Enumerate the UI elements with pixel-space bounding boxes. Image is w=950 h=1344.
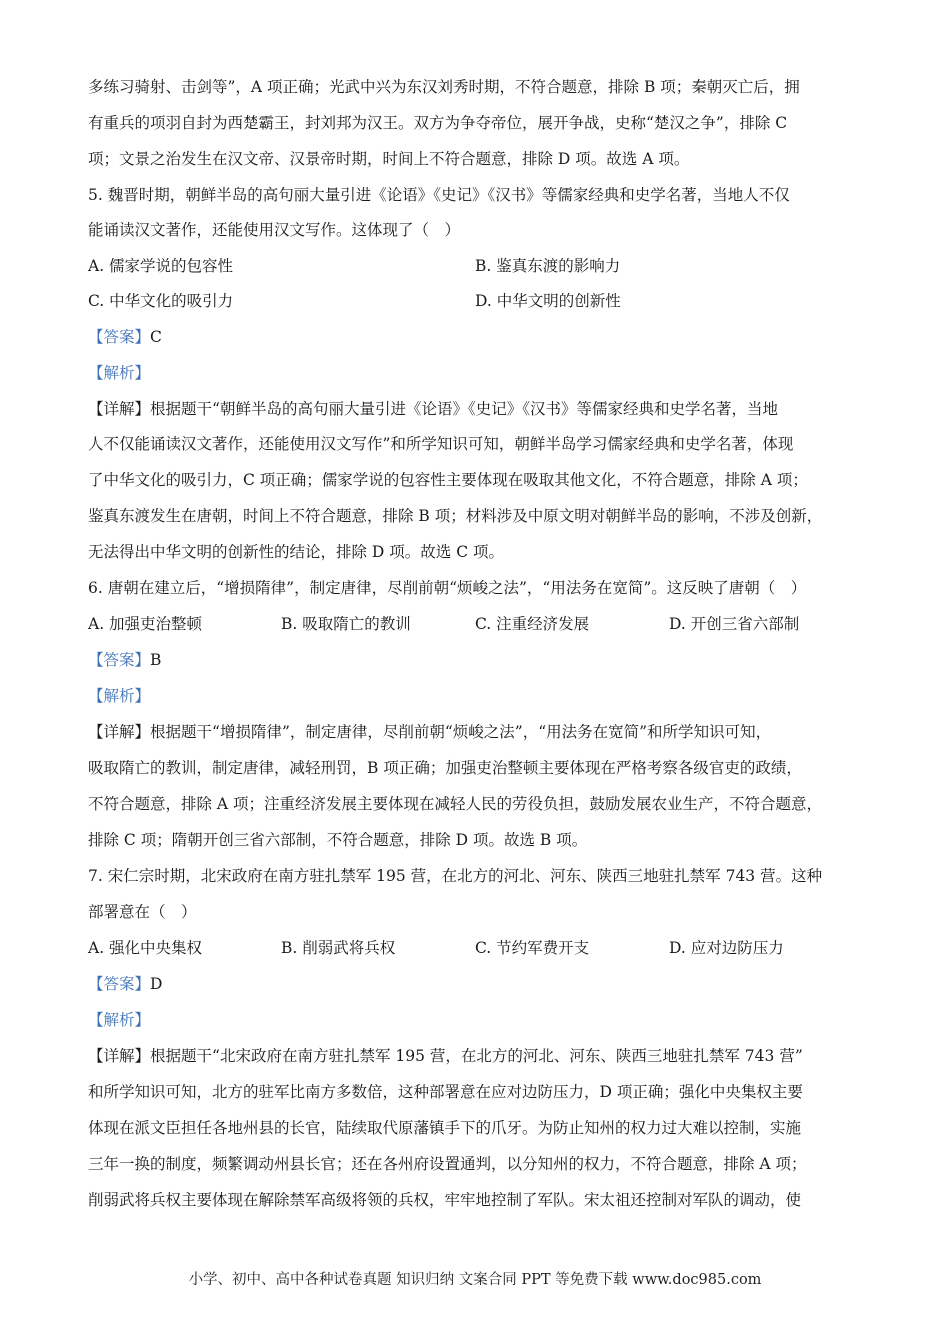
q6-detail-line-3: 不符合题意，排除 A 项；注重经济发展主要体现在减轻人民的劳役负担，鼓励发展农业生产，不符合题意，	[88, 795, 823, 813]
q5-detail-line-2: 人不仅能诵读汉文著作，还能使用汉文写作”和所学知识可知，朝鲜半岛学习儒家经典和史学名著，体现	[88, 435, 794, 453]
q7-answer	[88, 973, 162, 995]
q7-detail-line-1	[88, 1045, 803, 1067]
prev-tail-line-3: 项；文景之治发生在汉文帝、汉景帝时期，时间上不符合题意，排除 D 项。故选 A 项。	[88, 150, 690, 168]
q5-option-d: D. 中华文明的创新性	[475, 292, 621, 310]
answer-value: B	[150, 651, 162, 669]
detail-text: 根据题干“北宋政府在南方驻扎禁军 195 营，在北方的河北、河东、陕西三地驻扎禁军 743 营”	[150, 1047, 803, 1065]
analysis-label: 【解析】	[88, 364, 151, 382]
q7-analysis-label	[88, 1009, 150, 1031]
q7-option-a: A. 强化中央集权	[88, 939, 203, 957]
q5-option-c: C. 中华文化的吸引力	[88, 292, 234, 310]
prev-tail-line-2: 有重兵的项羽自封为西楚霸王，封刘邦为汉王。双方为争夺帝位，展开争战，史称“楚汉之争”，排除 C	[88, 114, 788, 132]
q5-detail-line-4: 鉴真东渡发生在唐朝，时间上不符合题意，排除 B 项；材料涉及中原文明对朝鲜半岛的影响，不涉及创新，	[88, 507, 823, 525]
q7-detail-line-4: 三年一换的制度，频繁调动州县长官；还在各州府设置通判，以分知州的权力，不符合题意，排除 A 项；	[88, 1155, 807, 1173]
answer-label: 【答案】	[88, 975, 151, 993]
q5-detail-line-5: 无法得出中华文明的创新性的结论，排除 D 项。故选 C 项。	[88, 543, 504, 561]
q7-option-c: C. 节约军费开支	[475, 939, 590, 957]
q7-option-b: B. 削弱武将兵权	[281, 939, 396, 957]
q5-option-a: A. 儒家学说的包容性	[88, 257, 234, 275]
q6-answer	[88, 649, 161, 671]
answer-label: 【答案】	[88, 651, 151, 669]
q5-detail-line-1	[88, 398, 778, 420]
detail-text: 根据题干“朝鲜半岛的高句丽大量引进《论语》《史记》《汉书》等儒家经典和史学名著，当地	[150, 400, 778, 418]
q6-stem-line-1: 6. 唐朝在建立后，“增损隋律”，制定唐律，尽削前朝“烦峻之法”，“用法务在宽简”。这反映了唐朝（ ）	[88, 579, 807, 597]
answer-value: C	[150, 328, 162, 346]
q6-analysis-label	[88, 685, 150, 707]
q5-answer	[88, 326, 162, 348]
q6-option-d: D. 开创三省六部制	[669, 615, 800, 633]
q6-option-c: C. 注重经济发展	[475, 615, 590, 633]
q5-analysis-label	[88, 362, 150, 384]
analysis-label: 【解析】	[88, 1011, 151, 1029]
q7-stem-line-1: 7. 宋仁宗时期，北宋政府在南方驻扎禁军 195 营，在北方的河北、河东、陕西三地驻扎禁军 743 营。这种	[88, 867, 823, 885]
q6-option-a: A. 加强吏治整顿	[88, 615, 203, 633]
q5-stem-line-2: 能诵读汉文著作，还能使用汉文写作。这体现了（ ）	[88, 221, 461, 239]
q7-stem-line-2: 部署意在（ ）	[88, 903, 197, 921]
q6-detail-line-4: 排除 C 项；隋朝开创三省六部制，不符合题意，排除 D 项。故选 B 项。	[88, 831, 588, 849]
prev-tail-line-1: 多练习骑射、击剑等”，A 项正确；光武中兴为东汉刘秀时期，不符合题意，排除 B 项；秦朝灭亡后，拥	[88, 78, 800, 96]
q6-option-b: B. 吸取隋亡的教训	[281, 615, 411, 633]
q7-detail-line-5: 削弱武将兵权主要体现在解除禁军高级将领的兵权，牢牢地控制了军队。宋太祖还控制对军队的调动，使	[88, 1191, 802, 1209]
q5-stem-line-1: 5. 魏晋时期，朝鲜半岛的高句丽大量引进《论语》《史记》《汉书》等儒家经典和史学名著，当地人不仅	[88, 186, 790, 204]
q7-detail-line-2: 和所学知识可知，北方的驻军比南方多数倍，这种部署意在应对边防压力，D 项正确；强化中央集权主要	[88, 1083, 803, 1101]
analysis-label: 【解析】	[88, 687, 151, 705]
detail-label: 【详解】	[88, 1047, 151, 1065]
q6-detail-line-2: 吸取隋亡的教训，制定唐律，减轻刑罚，B 项正确；加强吏治整顿主要体现在严格考察各级官吏的政绩，	[88, 759, 802, 777]
q7-detail-line-3: 体现在派文臣担任各地州县的长官，陆续取代原藩镇手下的爪牙。为防止知州的权力过大难以控制，实施	[88, 1119, 802, 1137]
page-footer: 小学、初中、高中各种试卷真题 知识归纳 文案合同 PPT 等免费下载 www.doc985.com	[188, 1272, 762, 1288]
q5-detail-line-3: 了中华文化的吸引力，C 项正确；儒家学说的包容性主要体现在吸取其他文化，不符合题意，排除 A 项；	[88, 471, 808, 489]
q5-option-b: B. 鉴真东渡的影响力	[475, 257, 621, 275]
q6-detail-line-1	[88, 721, 771, 743]
detail-label: 【详解】	[88, 723, 151, 741]
answer-label: 【答案】	[88, 328, 151, 346]
detail-label: 【详解】	[88, 400, 151, 418]
detail-text: 根据题干“增损隋律”，制定唐律，尽削前朝“烦峻之法”，“用法务在宽简”和所学知识可知，	[150, 723, 772, 741]
answer-value: D	[150, 975, 163, 993]
q7-option-d: D. 应对边防压力	[669, 939, 784, 957]
